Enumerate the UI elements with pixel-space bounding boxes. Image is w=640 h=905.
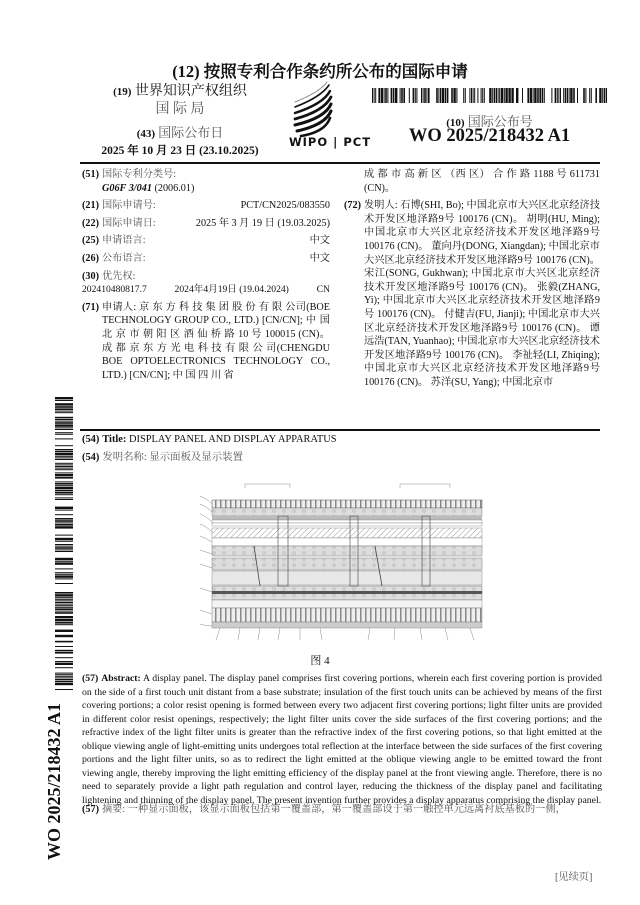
barcode-bar — [504, 88, 505, 103]
barcode-bar — [534, 88, 536, 103]
barcode-bar — [55, 544, 73, 545]
barcode-bar — [55, 510, 73, 511]
barcode-bar — [55, 583, 73, 584]
barcode-bar — [391, 88, 393, 103]
barcode-bar — [55, 646, 73, 647]
barcode-bar — [55, 578, 73, 579]
field-code: (57) — [82, 804, 99, 815]
barcode-bar — [55, 616, 73, 618]
document-type-text: (12) 按照专利合作条约所公布的国际申请 — [172, 62, 468, 81]
barcode-bar — [560, 88, 561, 103]
field-25-filing-language — [82, 234, 330, 248]
barcode-bar — [516, 88, 518, 103]
title-chinese — [82, 451, 602, 465]
barcode-bar — [55, 600, 73, 601]
barcode-bar — [496, 88, 497, 103]
field-code: (25) — [82, 235, 99, 247]
barcode-bar — [583, 88, 585, 103]
barcode-bar — [55, 568, 73, 569]
organization-block — [80, 83, 280, 119]
barcode-bar — [501, 88, 503, 103]
barcode-bar — [55, 424, 73, 426]
barcode-bar — [55, 538, 73, 540]
barcode-bar — [473, 88, 474, 103]
barcode-bar — [55, 472, 73, 473]
barcode-bar — [55, 417, 73, 419]
filing-date: 2025 年 3 月 19 日 (19.03.2025) — [195, 217, 330, 229]
barcode-bar — [498, 88, 499, 103]
barcode-bar — [55, 492, 73, 494]
field-26-publication-language — [82, 252, 330, 266]
barcode-bar — [577, 88, 578, 103]
document-type-heading — [0, 58, 640, 82]
field-label: 国际申请号: — [101, 200, 156, 212]
barcode-bar — [55, 434, 73, 435]
barcode-bar — [569, 88, 570, 103]
title-label: Title: — [102, 434, 127, 445]
barcode-bar — [415, 88, 416, 103]
barcode-bar — [573, 88, 575, 103]
barcode-bar — [401, 88, 403, 103]
barcode-bar — [378, 88, 380, 103]
barcode-bar — [55, 562, 73, 564]
barcode-bar — [544, 88, 545, 103]
barcode-bar — [442, 88, 444, 103]
barcode-bar — [55, 481, 73, 482]
biblio-left-column — [82, 168, 330, 386]
title-english — [82, 433, 602, 447]
abstract-cn-text: 摘要: 一种显示面板，该显示面板包括第一覆盖部，第一覆盖部设于第一触控单元远离衬底基板的一侧， — [101, 804, 566, 815]
title-label: 发明名称: — [102, 452, 147, 463]
field-22-filing-date — [82, 217, 330, 231]
barcode-bar — [494, 88, 496, 103]
barcode-bar — [555, 88, 557, 103]
barcode-bar — [55, 541, 73, 542]
abstract-english — [82, 672, 602, 807]
wipo-pct-logo-text: WIPO | PCT — [288, 135, 372, 149]
publication-date-block — [80, 124, 280, 160]
barcode-bar — [426, 88, 427, 103]
barcode-bar — [416, 88, 417, 103]
barcode-bar — [55, 619, 73, 621]
barcode-bar — [421, 88, 422, 103]
barcode-bar — [55, 558, 73, 560]
figure-caption: 图 4 — [310, 655, 330, 667]
barcode-bar — [55, 457, 73, 458]
barcode-bar — [445, 88, 447, 103]
barcode-bar — [542, 88, 544, 103]
barcode-bar — [55, 412, 73, 413]
barcode-bar — [55, 594, 73, 596]
applicant-text: 申请人: 京 东 方 科 技 集 团 股 份 有 限 公司(BOE TECHNOLOGY GROUP CO., LTD.) [CN/CN]; 中 国 北 京 市 朝 阳 区 酒 仙 桥 路 10 号 100015 (CN)。 成 都 京 东 方 光 电 科 技 有 限 公 司(CHENGDU BOE OPTOELECTRONICS TECHNOLOGY CO., LTD.) [CN/CN]; 中 国 四 川 省 — [101, 301, 330, 381]
barcode-bar — [55, 607, 73, 608]
field-21-application-number — [82, 199, 330, 213]
field-code: (26) — [82, 252, 99, 264]
barcode-bar — [511, 88, 513, 103]
barcode-bar — [55, 466, 73, 467]
barcode-bar — [55, 551, 73, 552]
barcode-bar — [436, 88, 438, 103]
barcode-bar — [527, 88, 529, 103]
barcode-bar — [55, 679, 73, 680]
patent-figure-drawing — [160, 478, 490, 648]
barcode-bar — [570, 88, 572, 103]
barcode-bar — [55, 487, 73, 489]
org-subname: 国 际 局 — [155, 102, 205, 117]
barcode-bar — [423, 88, 424, 103]
barcode-bar — [55, 468, 73, 469]
barcode-top — [372, 88, 607, 103]
barcode-bar — [55, 547, 73, 549]
barcode-bar — [55, 683, 73, 685]
barcode-bar — [591, 88, 592, 103]
barcode-bar — [55, 438, 73, 439]
pubno-label-text: 国际公布号 — [467, 114, 533, 129]
field-code: (71) — [82, 301, 99, 313]
barcode-bar — [522, 88, 523, 103]
barcode-bar — [55, 485, 73, 486]
barcode-bar — [55, 464, 73, 465]
field-30-priority — [82, 270, 330, 297]
barcode-bar — [55, 419, 73, 420]
biblio-right-column — [344, 168, 600, 394]
barcode-bar — [55, 641, 73, 643]
barcode-bar — [55, 622, 73, 624]
barcode-bar — [55, 397, 73, 399]
barcode-bar — [400, 88, 401, 103]
barcode-bar — [55, 427, 73, 428]
barcode-bar — [55, 449, 73, 450]
barcode-bar — [602, 88, 603, 103]
field-code: (21) — [82, 200, 99, 212]
barcode-bar — [55, 445, 73, 446]
field-code: (57) — [82, 673, 99, 684]
field-code: (30) — [82, 270, 99, 282]
barcode-bar — [537, 88, 539, 103]
barcode-bar — [465, 88, 466, 103]
barcode-bar — [481, 88, 482, 103]
barcode-bar — [438, 88, 439, 103]
barcode-bar — [424, 88, 426, 103]
barcode-bar — [599, 88, 601, 103]
ipc-code: G06F 3/041 — [102, 182, 152, 194]
barcode-bar — [55, 421, 73, 422]
barcode-bar — [492, 88, 493, 103]
pubdate-value: 2025 年 10 月 23 日 (23.10.2025) — [101, 145, 259, 157]
barcode-bar — [456, 88, 457, 103]
barcode-bar — [469, 88, 470, 103]
barcode-bar — [55, 432, 73, 433]
barcode-bar — [55, 604, 73, 605]
barcode-side — [55, 397, 73, 690]
field-code: (72) — [344, 200, 361, 212]
barcode-bar — [387, 88, 388, 103]
filing-language: 中文 — [309, 235, 330, 247]
barcode-bar — [567, 88, 568, 103]
barcode-bar — [55, 612, 73, 614]
barcode-bar — [55, 575, 73, 577]
barcode-bar — [55, 456, 73, 457]
barcode-bar — [372, 88, 373, 103]
barcode-bar — [55, 676, 73, 677]
barcode-bar — [55, 535, 73, 536]
barcode-bar — [55, 592, 73, 594]
barcode-bar — [482, 88, 483, 103]
barcode-bar — [55, 522, 73, 523]
barcode-bar — [55, 681, 73, 683]
field-label: 申请语言: — [101, 235, 146, 247]
barcode-bar — [585, 88, 586, 103]
priority-date: 2024年4月19日 (19.04.2024) — [174, 284, 289, 296]
barcode-bar — [374, 88, 375, 103]
barcode-bar — [375, 88, 376, 103]
barcode-bar — [55, 608, 73, 610]
barcode-bar — [604, 88, 606, 103]
field-label: 国际申请日: — [101, 217, 156, 229]
barcode-bar — [55, 497, 73, 498]
ipc-year: (2006.01) — [154, 182, 195, 194]
barcode-bar — [55, 524, 73, 526]
barcode-bar — [55, 400, 73, 401]
barcode-bar — [539, 88, 541, 103]
barcode-bar — [55, 477, 73, 479]
barcode-bar — [55, 602, 73, 603]
barcode-bar — [55, 469, 73, 470]
barcode-bar — [55, 429, 73, 430]
barcode-bar — [55, 520, 73, 522]
barcode-bar — [403, 88, 405, 103]
barcode-bar — [55, 674, 73, 675]
barcode-bar — [55, 597, 73, 598]
priority-country: CN — [316, 284, 330, 296]
barcode-bar — [55, 574, 73, 575]
field-71-applicant — [82, 301, 330, 383]
barcode-bar — [395, 88, 397, 103]
abstract-text: A display panel. The display panel comprises first covering portions, wherein each first covering portion is provided on the side of a first touch unit distant from a base substrate; insulation of the first touch units can be achieved by means of the first covering portions; a color resist opening is formed between every two adjacent first covering portions; light filter units are provided in different color resist openings, respectively; the light filter units cover the side surfaces of the first covering portions; and the refractive index of the light filter units is greater than the refractive index of the first covering potions, so that light emitted at the oblique viewing angle of light-emitting units undergoes total reflection at the interface between the side surfaces of the first covering portions and the light filter units, so as to redirect the light emitted at the oblique viewing angle to be emitted toward the front viewing angle, thereby improving the light emitting efficiency of the display panel at the front viewing angle. Therefore, there is no need to separately provide a light path regulation and control layer, reducing the thickness of the display panel and facilitating lightening and thinning of the display panel. The present invention further provides a display apparatus comprising the display panel. — [82, 673, 602, 806]
barcode-bar — [428, 88, 430, 103]
field-code: (54) — [82, 434, 100, 445]
barcode-bar — [55, 451, 73, 453]
continued-page-note: [见续页] — [555, 872, 593, 883]
pubno-code: (10) — [446, 117, 465, 129]
barcode-bar — [55, 599, 73, 600]
title-divider — [80, 429, 600, 431]
barcode-bar — [474, 88, 475, 103]
field-label: 公布语言: — [101, 252, 146, 264]
pubdate-code: (43) — [136, 128, 156, 140]
barcode-bar — [595, 88, 597, 103]
barcode-bar — [385, 88, 387, 103]
barcode-bar — [55, 408, 73, 410]
pubdate-label: 国际公布日 — [158, 125, 224, 140]
barcode-bar — [471, 88, 472, 103]
barcode-bar — [447, 88, 449, 103]
org-code: (19) — [113, 86, 132, 98]
barcode-bar — [565, 88, 567, 103]
barcode-bar — [55, 499, 73, 500]
barcode-bar — [55, 624, 73, 625]
header-divider — [80, 162, 600, 164]
barcode-bar — [413, 88, 415, 103]
barcode-bar — [557, 88, 558, 103]
barcode-bar — [384, 88, 385, 103]
field-51-ipc — [82, 168, 330, 195]
barcode-bar — [55, 490, 73, 492]
field-72-inventors — [344, 199, 600, 389]
barcode-bar — [499, 88, 500, 103]
barcode-bar — [55, 507, 73, 509]
abstract-chinese — [82, 803, 602, 817]
barcode-bar — [55, 546, 73, 547]
barcode-bar — [55, 403, 73, 405]
field-label: 国际专利分类号: — [101, 169, 177, 180]
priority-number: 202410480817.7 — [82, 284, 147, 296]
barcode-bar — [558, 88, 559, 103]
barcode-bar — [55, 605, 73, 606]
barcode-bar — [606, 88, 607, 103]
barcode-bar — [55, 411, 73, 412]
title-value: DISPLAY PANEL AND DISPLAY APPARATUS — [128, 434, 337, 445]
barcode-bar — [463, 88, 464, 103]
barcode-bar — [55, 561, 73, 562]
barcode-bar — [55, 406, 73, 408]
publication-number: WO 2025/218432 A1 — [408, 126, 571, 146]
barcode-bar — [453, 88, 455, 103]
abstract-label: Abstract: — [101, 673, 141, 684]
barcode-bar — [55, 494, 73, 495]
barcode-bar — [489, 88, 491, 103]
title-value: 显示面板及显示装置 — [149, 452, 243, 463]
barcode-bar — [55, 611, 73, 612]
barcode-bar — [533, 88, 534, 103]
barcode-bar — [551, 88, 552, 103]
barcode-bar — [477, 88, 478, 103]
applicant-address-continued: 成 都 市 高 新 区 （西 区） 合 作 路 1188 号 611731 (CN)。 — [364, 169, 600, 194]
barcode-bar — [55, 514, 73, 515]
barcode-bar — [55, 483, 73, 485]
barcode-bar — [508, 88, 510, 103]
barcode-bar — [505, 88, 507, 103]
figure-layers — [200, 484, 482, 640]
barcode-bar — [55, 635, 73, 637]
application-number: PCT/CN2025/083550 — [240, 200, 330, 212]
org-name: 世界知识产权组织 — [134, 84, 247, 99]
barcode-bar — [530, 88, 532, 103]
barcode-bar — [55, 459, 73, 460]
field-code: (54) — [82, 452, 100, 463]
publication-language: 中文 — [309, 252, 330, 264]
barcode-bar — [381, 88, 383, 103]
barcode-bar — [589, 88, 590, 103]
vertical-publication-number: WO 2025/218432 A1 — [44, 702, 64, 860]
barcode-bar — [55, 518, 73, 520]
field-code: (51) — [82, 169, 99, 180]
barcode-bar — [451, 88, 453, 103]
barcode-bar — [55, 526, 73, 528]
barcode-bar — [484, 88, 485, 103]
barcode-bar — [393, 88, 395, 103]
field-label: 优先权: — [101, 270, 136, 282]
barcode-bar — [55, 572, 73, 573]
barcode-bar — [55, 630, 73, 632]
barcode-bar — [440, 88, 441, 103]
barcode-bar — [55, 453, 73, 455]
barcode-bar — [55, 463, 73, 464]
barcode-bar — [55, 677, 73, 678]
barcode-bar — [55, 474, 73, 476]
barcode-bar — [409, 88, 410, 103]
barcode-bar — [55, 549, 73, 550]
field-code: (22) — [82, 217, 99, 229]
barcode-bar — [55, 673, 73, 674]
barcode-bar — [563, 88, 564, 103]
barcode-bar — [55, 422, 73, 424]
inventors-text: 发明人: 石博(SHI, Bo); 中国北京市大兴区北京经济技术开发区地泽路9号 100176 (CN)。 胡明(HU, Ming); 中国北京市大兴区北京经济技术开发区地泽路9号 100176 (CN)。 董向丹(DONG, Xiangdan); 中国北京市大兴区北京经济技术开发区地泽路9号 100176 (CN)。 宋江(SONG, Gukhwan); 中国北京市大兴区北京经济技术开发区地泽路9号 100176 (CN)。 张毅(ZHANG, Yi); 中国北京市大兴区北京经济技术开发区地泽路9号 100176 (CN)。 付健吉(FU, Jianji); 中国北京市大兴区北京经济技术开发区地泽路9号 100176 (CN)。 谭远浩(TAN, Yuanhao); 中国北京市大兴区北京经济技术开发区地泽路9号 100176 (CN)。 李祉轻(LI, Zhiqing); 中国北京市大兴区北京经济技术开发区地泽路9号 100176 (CN)。 苏洋(SU, Yang); 中国北京市 — [363, 200, 600, 388]
